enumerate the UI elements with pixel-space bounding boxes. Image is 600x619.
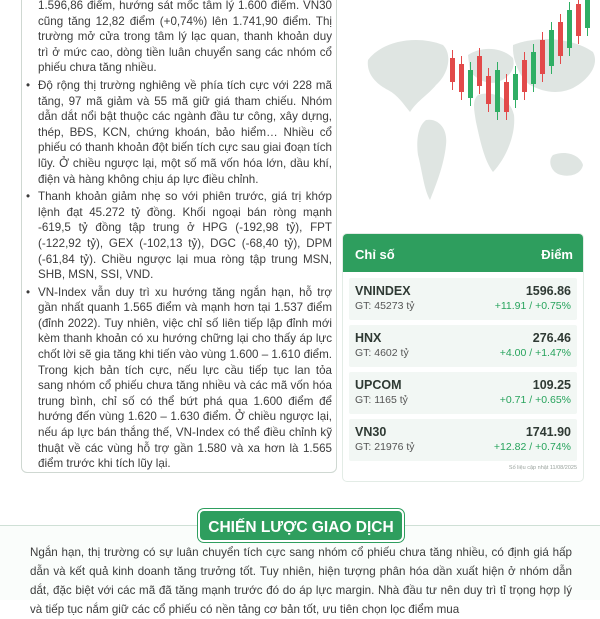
index-points: 276.46 (532, 331, 571, 345)
index-change: +4.00 / +1.47% (499, 347, 571, 359)
candle-body (540, 40, 545, 74)
strategy-text: Ngắn hạn, thị trường có sự luân chuyển tích cực sang nhóm cổ phiếu chưa tăng nhiều, có định giá hấp dẫn và kết quả kinh doanh tăng trưởng tốt. Tuy nhiên, hiện tượng phân hóa dần xuất hiện ở nhóm dẫn dắt, đặc biệt với các mã đã tăng mạnh trước đó do áp lực margin. Nhà đầu tư nên duy trì tỉ trọng hợp lý và tiếp tục nắm giữ các cổ phiếu có nền tảng cơ bản tốt, ưu tiên chọn lọc điểm mua (30, 546, 572, 616)
article-bullet-1: • Độ rộng thị trường nghiêng về phía tích cực với 228 mã tăng, 97 mã giảm và 55 mã giữ giá tham chiếu. Nhóm dẫn dắt nổi bật thuộc các ngành đầu tư công, xây dựng, thép, BĐS, KCN, chứng khoán, bảo hiểm… Nhiều cổ phiếu có thanh khoản đột biến tích cực sau giai đoạn tích lũy. Ở chiều ngược lại, một số mã vốn hóa lớn, dầu khí, điện và hàng không chịu áp lực điều chỉnh. (26, 78, 332, 187)
article-bullet-2: • Thanh khoản giảm nhẹ so với phiên trước, giá trị khớp lệnh đạt 45.272 tỷ đồng. Khối ngoại bán ròng mạnh -619,5 tỷ đồng tập trung ở HPG (-192,98 tỷ), FPT (-122,92 tỷ), GEX (-102,13 tỷ), DGC (-68,40 tỷ), DPM (-61,84 tỷ). Chiều ngược lại mua ròng tập trung MSN, SHB, MSN, SSI, VND. (26, 189, 332, 283)
index-value-traded: GT: 4602 tỷ (355, 347, 409, 359)
candle-body (531, 52, 536, 84)
candle-body (549, 30, 554, 66)
index-change: +12.82 / +0.74% (493, 441, 571, 453)
candle-body (495, 70, 500, 112)
data-update-note: Số liệu cập nhật 11/08/2025 (508, 465, 577, 471)
header-index: Chỉ số (355, 247, 395, 262)
header-points: Điểm (541, 247, 573, 262)
candle-body (477, 56, 482, 86)
index-name: VN30 (355, 425, 387, 439)
candle-body (522, 60, 527, 92)
index-value-traded: GT: 45273 tỷ (355, 300, 415, 312)
candle-body (504, 82, 509, 112)
index-value-traded: GT: 21976 tỷ (355, 441, 415, 453)
candlestick-chart-graphic (338, 0, 600, 225)
index-name: UPCOM (355, 378, 402, 392)
index-points: 109.25 (532, 378, 571, 392)
table-row (349, 419, 577, 461)
index-points: 1741.90 (525, 425, 571, 439)
index-change: +11.91 / +0.75% (494, 300, 571, 312)
index-name: HNX (355, 331, 382, 345)
candle-body (468, 70, 473, 98)
article-text (38, 0, 332, 472)
table-row (349, 325, 577, 367)
index-name: VNINDEX (355, 284, 411, 298)
market-index-table (343, 234, 583, 481)
candle-body (567, 10, 572, 48)
market-graphic (338, 0, 600, 225)
article-paragraph-1: 1.596,86 điểm, hướng sát mốc tâm lý 1.600 điểm. VN30 cũng tăng 12,82 điểm (+0,74%) lên 1.741,90 điểm. Thị trường mở cửa trong tâm lý lạc quan, thanh khoản duy trì ở mức cao, dòng tiền luân chuyển sang các nhóm cổ phiếu chưa tăng nhiều. (38, 0, 332, 75)
table-row (349, 372, 577, 414)
candle-body (459, 64, 464, 92)
candle-body (486, 76, 491, 104)
candle-body (585, 0, 590, 28)
strategy-title: CHIẾN LƯỢC GIAO DỊCH (198, 509, 404, 542)
table-header (343, 234, 583, 272)
index-points: 1596.86 (525, 284, 571, 298)
candle-body (513, 74, 518, 100)
candle-body (450, 58, 455, 82)
table-row (349, 278, 577, 320)
candle-body (558, 22, 563, 56)
index-change: +0.71 / +0.65% (499, 394, 571, 406)
article-bullet-3: • VN-Index vẫn duy trì xu hướng tăng ngắn hạn, hỗ trợ gần nhất quanh 1.565 điểm và mạnh hơn tại 1.537 điểm (đỉnh 2022). Tuy nhiên, việc chỉ số liên tiếp lập đỉnh mới kèm thanh khoản có xu hướng chững lại cho thấy áp lực chốt lời sẽ gia tăng khi tiến vào vùng 1.600 – 1.610 điểm. Trong kịch bản tích cực, nếu lực cầu tiếp tục lan tỏa sang nhóm cổ phiếu chưa tăng nhiều và các mã vốn hóa trung bình, chỉ số có thể bứt phá qua 1.600 điểm để hướng đến vùng 1.620 – 1.630 điểm. Ở chiều ngược lại, nếu áp lực bán thắng thế, VN-Index có thể điều chỉnh kỹ thuật về các vùng hỗ trợ gần 1.580 và xa hơn là 1.565 điểm trước khi tích lũy lại. (26, 285, 332, 472)
index-value-traded: GT: 1165 tỷ (355, 394, 408, 406)
candle-body (576, 4, 581, 36)
